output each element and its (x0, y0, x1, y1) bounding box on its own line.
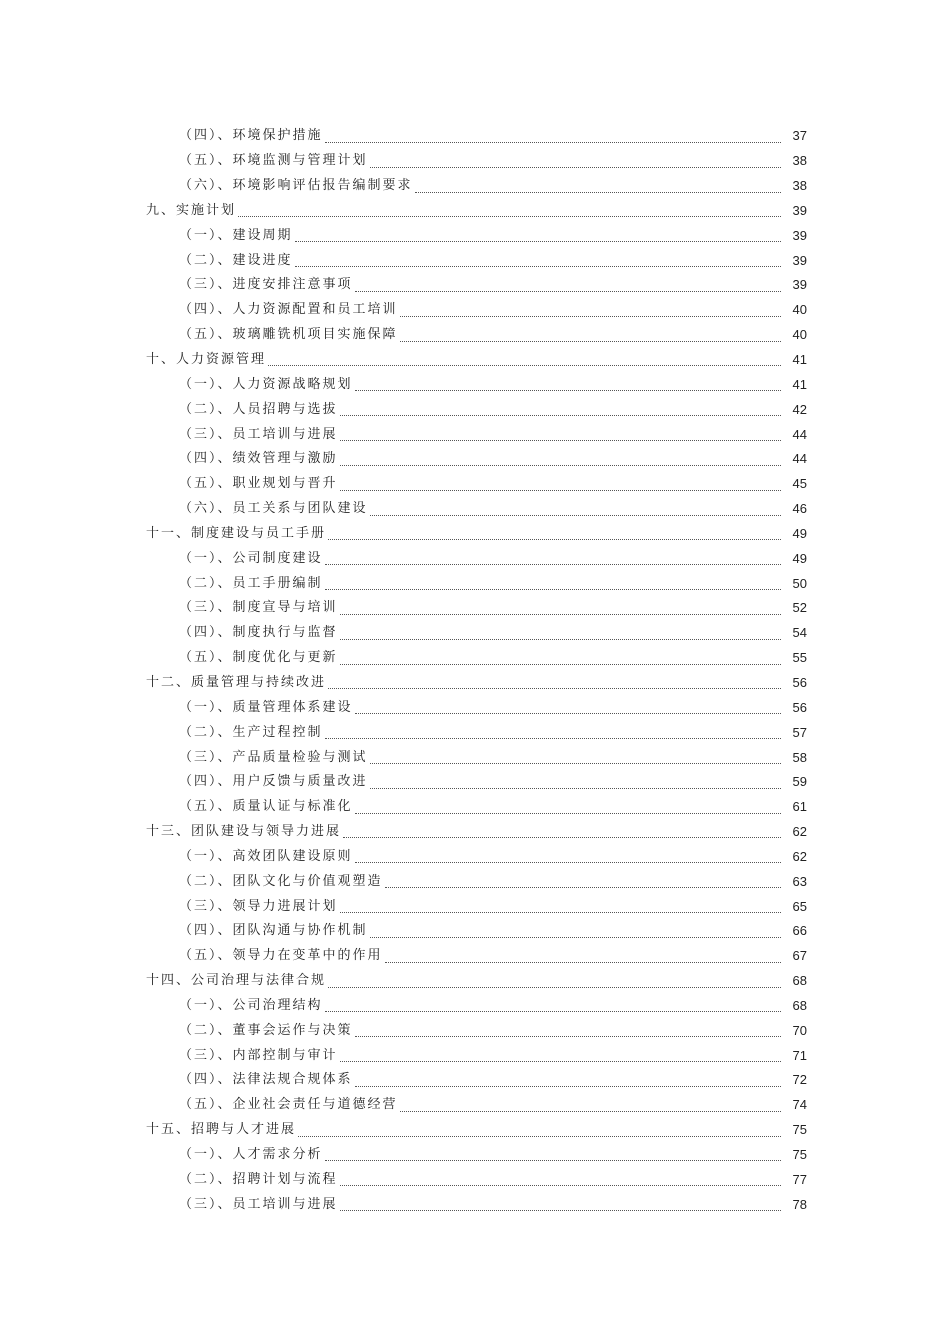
toc-page-number: 38 (792, 153, 807, 169)
toc-section-entry[interactable] (0, 422, 950, 447)
toc-section-entry[interactable] (0, 298, 950, 323)
toc-entry-title: （四）、人力资源配置和员工培训 (179, 302, 398, 318)
toc-dot-leader (340, 490, 781, 491)
toc-section-entry[interactable] (0, 1068, 950, 1093)
toc-entry-title: 十五、招聘与人才进展 (146, 1122, 297, 1138)
toc-dot-leader (340, 912, 781, 913)
toc-entry-title: 十四、公司治理与法律合规 (146, 973, 327, 989)
toc-chapter-entry[interactable] (0, 671, 950, 696)
toc-section-entry[interactable] (0, 447, 950, 472)
toc-page-number: 39 (792, 227, 807, 243)
toc-entry-title: （五）、环境监测与管理计划 (179, 153, 368, 169)
toc-entry-title: （二）、董事会运作与决策 (179, 1022, 353, 1038)
toc-section-entry[interactable] (0, 248, 950, 273)
toc-section-entry[interactable] (0, 223, 950, 248)
toc-section-entry[interactable] (0, 1192, 950, 1217)
toc-dot-leader (325, 738, 781, 739)
toc-dot-leader (328, 688, 781, 689)
toc-section-entry[interactable] (0, 273, 950, 298)
toc-page-number: 38 (792, 178, 807, 194)
toc-page-number: 65 (792, 898, 807, 914)
toc-dot-leader (355, 1036, 781, 1037)
toc-section-entry[interactable] (0, 1143, 950, 1168)
toc-entry-title: （一）、人力资源战略规划 (179, 376, 353, 392)
toc-dot-leader (340, 1061, 781, 1062)
toc-section-entry[interactable] (0, 596, 950, 621)
toc-page-number: 71 (792, 1047, 807, 1063)
toc-dot-leader (355, 390, 781, 391)
toc-page-number: 59 (792, 774, 807, 790)
toc-entry-title: 十三、团队建设与领导力进展 (146, 824, 342, 840)
toc-entry-title: 九、实施计划 (146, 202, 237, 218)
toc-section-entry[interactable] (0, 646, 950, 671)
toc-page-number: 78 (792, 1196, 807, 1212)
toc-section-entry[interactable] (0, 472, 950, 497)
toc-dot-leader (340, 664, 781, 665)
toc-dot-leader (340, 465, 781, 466)
toc-section-entry[interactable] (0, 795, 950, 820)
toc-dot-leader (343, 837, 781, 838)
toc-page-number: 70 (792, 1022, 807, 1038)
toc-entry-title: （三）、产品质量检验与测试 (179, 749, 368, 765)
toc-page-number: 45 (792, 476, 807, 492)
toc-dot-leader (238, 216, 781, 217)
toc-entry-title: （五）、领导力在变革中的作用 (179, 948, 383, 964)
toc-dot-leader (298, 1136, 781, 1137)
toc-dot-leader (340, 639, 781, 640)
toc-section-entry[interactable] (0, 1093, 950, 1118)
toc-page-number: 67 (792, 948, 807, 964)
toc-section-entry[interactable] (0, 894, 950, 919)
toc-page-number: 62 (792, 848, 807, 864)
toc-entry-title: （四）、制度执行与监督 (179, 625, 338, 641)
toc-section-entry[interactable] (0, 1018, 950, 1043)
toc-entry-title: （二）、团队文化与价值观塑造 (179, 873, 383, 889)
toc-page-number: 77 (792, 1171, 807, 1187)
toc-entry-title: （一）、人才需求分析 (179, 1147, 323, 1163)
toc-entry-title: （一）、质量管理体系建设 (179, 699, 353, 715)
toc-page-number: 37 (792, 128, 807, 144)
toc-page-number: 75 (792, 1147, 807, 1163)
toc-page-number: 49 (792, 525, 807, 541)
toc-page-number: 54 (792, 625, 807, 641)
toc-dot-leader (370, 937, 781, 938)
toc-entry-title: （三）、员工培训与进展 (179, 426, 338, 442)
toc-dot-leader (370, 788, 781, 789)
toc-page-number: 75 (792, 1122, 807, 1138)
toc-dot-leader (355, 813, 781, 814)
toc-chapter-entry[interactable] (0, 1118, 950, 1143)
toc-page-number: 40 (792, 302, 807, 318)
toc-page-number: 44 (792, 426, 807, 442)
toc-entry-title: （五）、职业规划与晋升 (179, 476, 338, 492)
toc-entry-title: （五）、玻璃雕铣机项目实施保障 (179, 327, 398, 343)
toc-dot-leader (325, 1011, 781, 1012)
toc-dot-leader (325, 1160, 781, 1161)
toc-section-entry[interactable] (0, 546, 950, 571)
toc-dot-leader (355, 862, 781, 863)
toc-dot-leader (325, 142, 781, 143)
toc-section-entry[interactable] (0, 397, 950, 422)
toc-section-entry[interactable] (0, 571, 950, 596)
toc-chapter-entry[interactable] (0, 348, 950, 373)
toc-entry-title: （三）、内部控制与审计 (179, 1047, 338, 1063)
toc-dot-leader (340, 1185, 781, 1186)
toc-dot-leader (325, 564, 781, 565)
toc-entry-title: （六）、员工关系与团队建设 (179, 501, 368, 517)
toc-dot-leader (370, 167, 781, 168)
toc-entry-title: （四）、法律法规合规体系 (179, 1072, 353, 1088)
toc-page-number: 39 (792, 277, 807, 293)
toc-entry-title: 十二、质量管理与持续改进 (146, 674, 327, 690)
toc-entry-title: 十一、制度建设与员工手册 (146, 525, 327, 541)
toc-entry-title: （一）、公司制度建设 (179, 550, 323, 566)
toc-page-number: 56 (792, 699, 807, 715)
toc-dot-leader (340, 415, 781, 416)
toc-section-entry[interactable] (0, 1167, 950, 1192)
toc-dot-leader (355, 291, 781, 292)
toc-page-number: 74 (792, 1097, 807, 1113)
toc-page-number: 39 (792, 202, 807, 218)
toc-entry-title: （二）、招聘计划与流程 (179, 1171, 338, 1187)
toc-dot-leader (400, 1111, 781, 1112)
toc-entry-title: （三）、制度宣导与培训 (179, 600, 338, 616)
toc-section-entry[interactable] (0, 621, 950, 646)
toc-entry-title: （二）、生产过程控制 (179, 724, 323, 740)
toc-dot-leader (385, 887, 781, 888)
toc-page-number: 62 (792, 824, 807, 840)
toc-entry-title: （二）、人员招聘与选拔 (179, 401, 338, 417)
toc-page-number: 56 (792, 674, 807, 690)
toc-chapter-entry[interactable] (0, 199, 950, 224)
toc-section-entry[interactable] (0, 372, 950, 397)
toc-dot-leader (340, 1210, 781, 1211)
toc-section-entry[interactable] (0, 844, 950, 869)
toc-chapter-entry[interactable] (0, 522, 950, 547)
toc-page-number: 40 (792, 327, 807, 343)
toc-section-entry[interactable] (0, 869, 950, 894)
toc-dot-leader (415, 192, 781, 193)
toc-dot-leader (328, 987, 781, 988)
table-of-contents (0, 124, 950, 1217)
toc-entry-title: （四）、用户反馈与质量改进 (179, 774, 368, 790)
toc-page-number: 68 (792, 997, 807, 1013)
toc-page-number: 46 (792, 501, 807, 517)
toc-entry-title: 十、人力资源管理 (146, 352, 267, 368)
toc-dot-leader (340, 440, 781, 441)
toc-dot-leader (295, 266, 781, 267)
toc-entry-title: （三）、进度安排注意事项 (179, 277, 353, 293)
toc-dot-leader (400, 341, 781, 342)
toc-entry-title: （一）、高效团队建设原则 (179, 848, 353, 864)
toc-dot-leader (328, 539, 781, 540)
toc-page-number: 41 (792, 376, 807, 392)
toc-dot-leader (385, 962, 781, 963)
toc-entry-title: （五）、质量认证与标准化 (179, 799, 353, 815)
toc-dot-leader (295, 241, 781, 242)
toc-section-entry[interactable] (0, 695, 950, 720)
toc-section-entry[interactable] (0, 919, 950, 944)
toc-page-number: 63 (792, 873, 807, 889)
toc-dot-leader (370, 763, 781, 764)
toc-page-number: 57 (792, 724, 807, 740)
toc-entry-title: （四）、绩效管理与激励 (179, 451, 338, 467)
toc-entry-title: （五）、企业社会责任与道德经营 (179, 1097, 398, 1113)
toc-section-entry[interactable] (0, 1043, 950, 1068)
toc-dot-leader (325, 589, 781, 590)
toc-dot-leader (340, 614, 781, 615)
toc-page-number: 68 (792, 973, 807, 989)
toc-entry-title: （四）、环境保护措施 (179, 128, 323, 144)
toc-page-number: 58 (792, 749, 807, 765)
toc-dot-leader (268, 365, 781, 366)
toc-page-number: 50 (792, 575, 807, 591)
toc-page-number: 39 (792, 252, 807, 268)
toc-dot-leader (370, 515, 781, 516)
toc-section-entry[interactable] (0, 124, 950, 149)
toc-entry-title: （一）、建设周期 (179, 227, 293, 243)
toc-page-number: 72 (792, 1072, 807, 1088)
toc-page-number: 61 (792, 799, 807, 815)
toc-page-number: 41 (792, 352, 807, 368)
toc-dot-leader (355, 713, 781, 714)
toc-section-entry[interactable] (0, 770, 950, 795)
toc-section-entry[interactable] (0, 944, 950, 969)
toc-entry-title: （三）、员工培训与进展 (179, 1196, 338, 1212)
toc-entry-title: （二）、员工手册编制 (179, 575, 323, 591)
toc-section-entry[interactable] (0, 323, 950, 348)
toc-section-entry[interactable] (0, 720, 950, 745)
toc-entry-title: （五）、制度优化与更新 (179, 650, 338, 666)
toc-page-number: 55 (792, 650, 807, 666)
toc-page-number: 52 (792, 600, 807, 616)
toc-entry-title: （二）、建设进度 (179, 252, 293, 268)
toc-page-number: 42 (792, 401, 807, 417)
toc-page-number: 44 (792, 451, 807, 467)
toc-section-entry[interactable] (0, 497, 950, 522)
toc-section-entry[interactable] (0, 149, 950, 174)
toc-page-number: 66 (792, 923, 807, 939)
toc-entry-title: （四）、团队沟通与协作机制 (179, 923, 368, 939)
toc-chapter-entry[interactable] (0, 969, 950, 994)
toc-section-entry[interactable] (0, 994, 950, 1019)
toc-dot-leader (355, 1086, 781, 1087)
toc-entry-title: （一）、公司治理结构 (179, 997, 323, 1013)
toc-section-entry[interactable] (0, 745, 950, 770)
toc-chapter-entry[interactable] (0, 820, 950, 845)
toc-section-entry[interactable] (0, 174, 950, 199)
toc-dot-leader (400, 316, 781, 317)
toc-entry-title: （六）、环境影响评估报告编制要求 (179, 178, 413, 194)
toc-page-number: 49 (792, 550, 807, 566)
toc-entry-title: （三）、领导力进展计划 (179, 898, 338, 914)
